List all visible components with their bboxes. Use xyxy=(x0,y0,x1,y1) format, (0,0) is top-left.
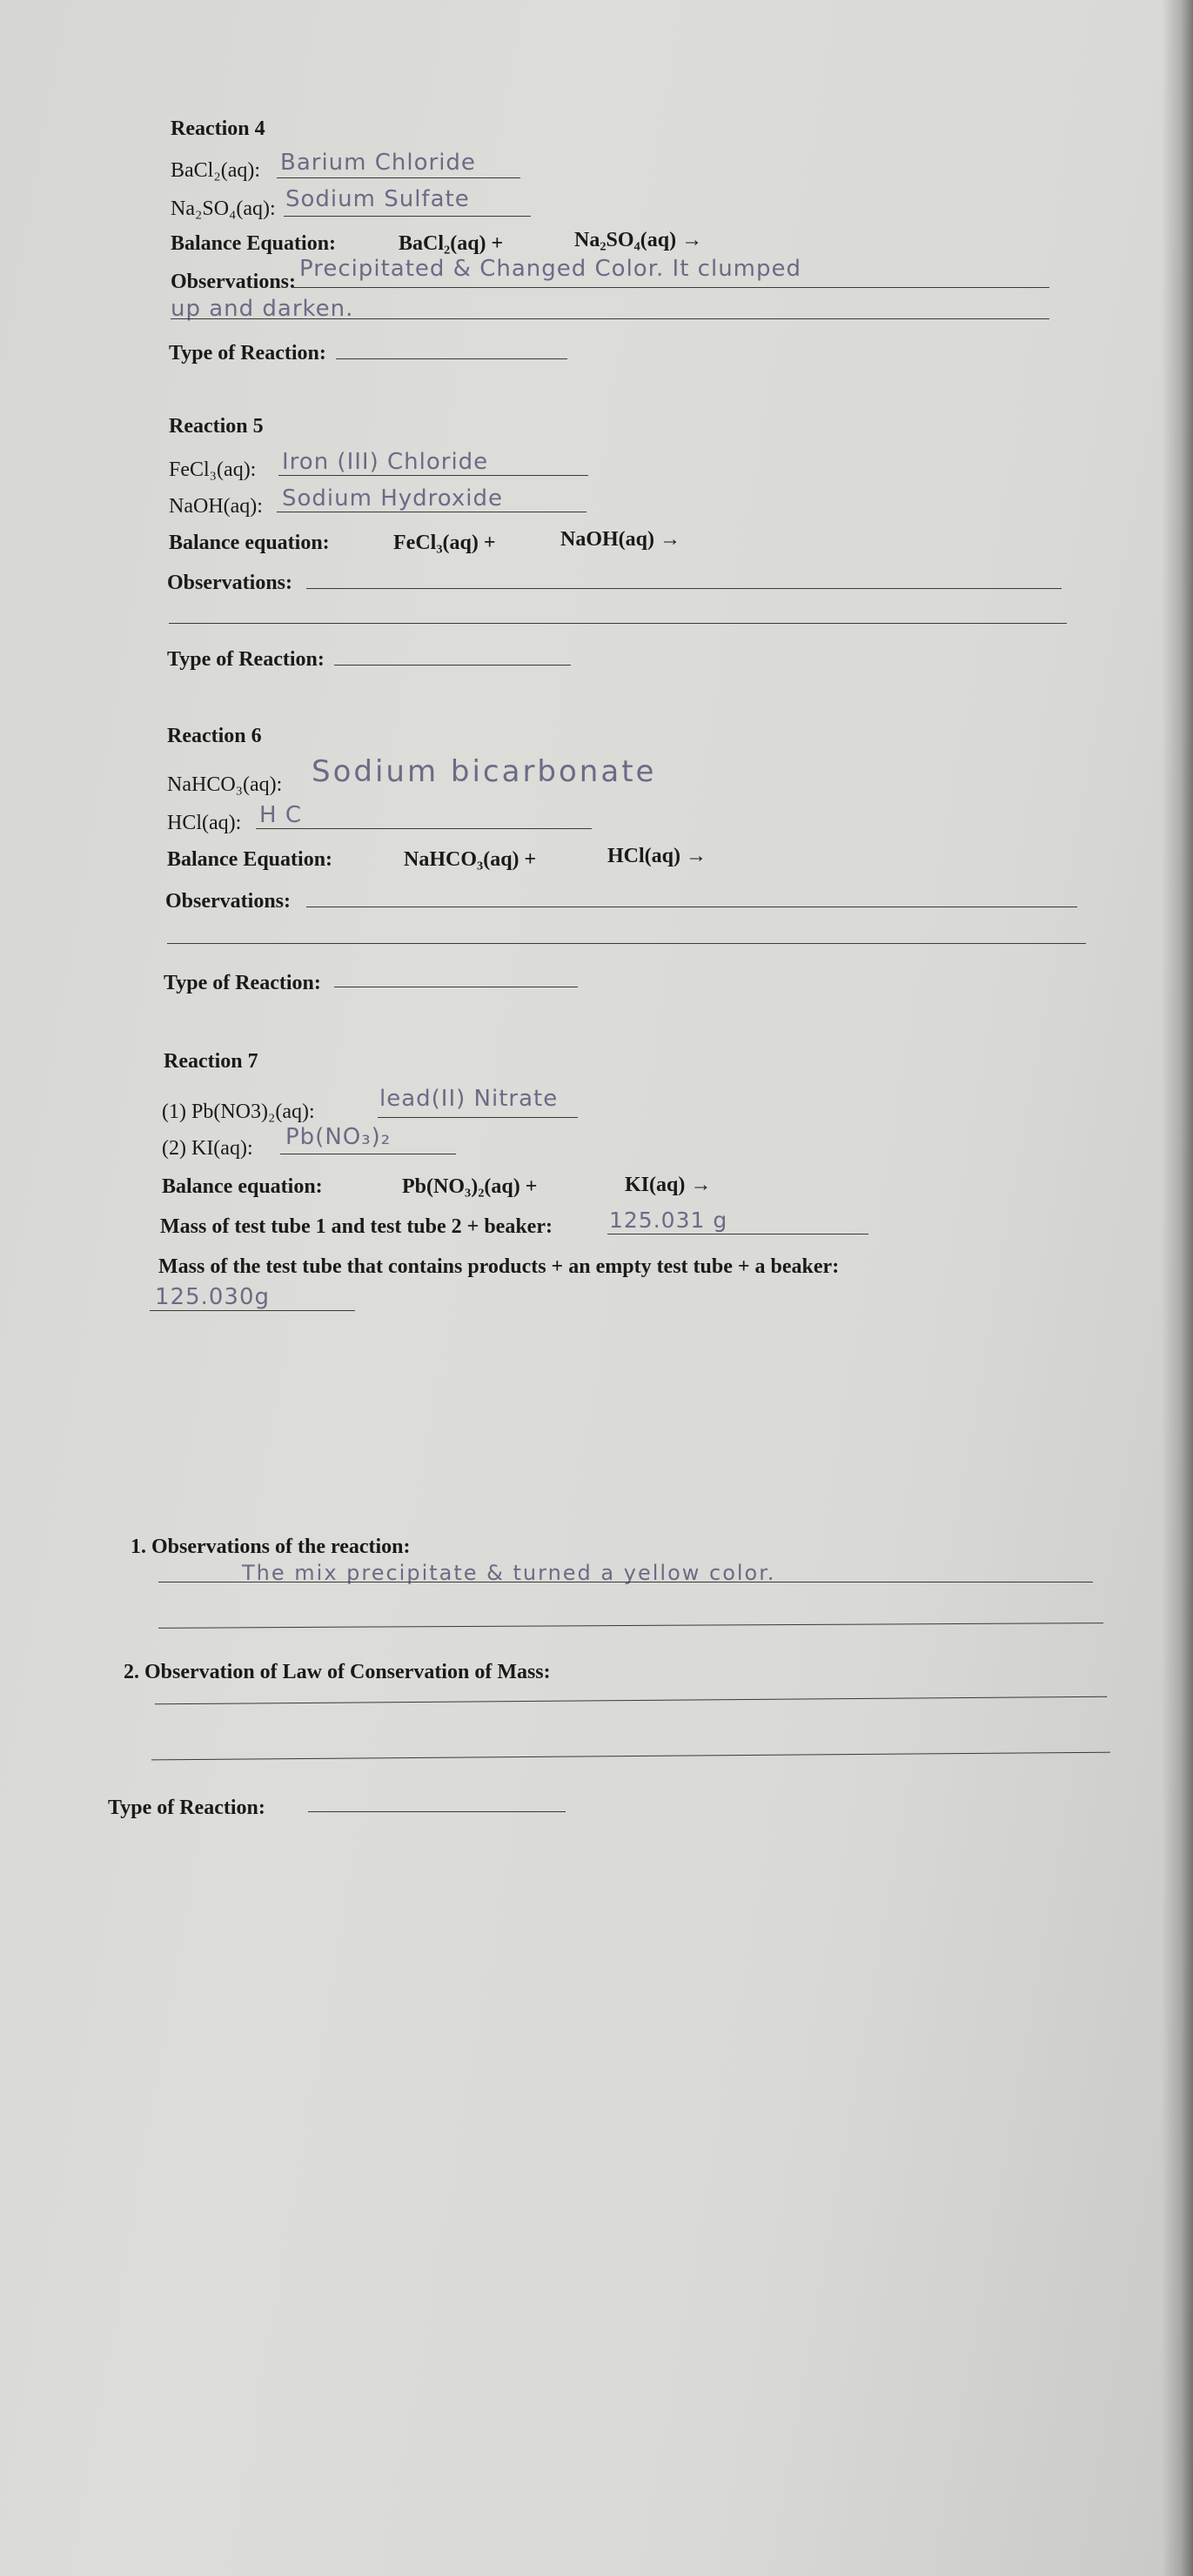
r4-observations-answer-2[interactable]: up and darken. xyxy=(171,296,354,322)
r7-equation-reactant-2: KI(aq) → xyxy=(625,1174,712,1196)
r7-mass1-answer[interactable]: 125.031 g xyxy=(609,1208,728,1233)
r6-hcl-label: HCl(aq): xyxy=(167,812,242,834)
reaction-5-title: Reaction 5 xyxy=(169,415,264,438)
r7-mass2-answer[interactable]: 125.030g xyxy=(155,1284,271,1310)
r6-observations-line-2 xyxy=(167,943,1086,944)
r5-type-line xyxy=(334,665,571,666)
r7-pbno3-answer[interactable]: lead(II) Nitrate xyxy=(379,1086,559,1112)
r6-nahco3-label: NaHCO₃(aq): xyxy=(167,773,283,796)
question-2-label: 2. Observation of Law of Conservation of Mass: xyxy=(124,1661,551,1683)
r5-equation-reactant-2: NaOH(aq) → xyxy=(560,528,680,551)
r5-naoh-answer[interactable]: Sodium Hydroxide xyxy=(282,485,503,512)
r4-na2so4-label: Na₂SO₄(aq): xyxy=(171,197,276,220)
r4-observations-line-1 xyxy=(292,287,1049,288)
reaction-7-title: Reaction 7 xyxy=(164,1050,258,1073)
final-type-label: Type of Reaction: xyxy=(108,1797,265,1819)
r7-mass2-label: Mass of the test tube that contains products + an empty test tube + a beaker: xyxy=(158,1255,840,1278)
r4-na2so4-line xyxy=(284,216,531,217)
r4-equation-reactant-2: Na₂SO₄(aq) → xyxy=(574,229,703,251)
r6-nahco3-answer[interactable]: Sodium bicarbonate xyxy=(312,754,657,789)
r4-bacl2-answer[interactable]: Barium Chloride xyxy=(280,150,476,176)
r4-type-line xyxy=(336,358,567,359)
r7-pbno3-line xyxy=(378,1117,578,1118)
page-edge-shadow xyxy=(1162,0,1193,2576)
r6-equation-reactant-2: HCl(aq) → xyxy=(607,845,707,867)
r5-type-label: Type of Reaction: xyxy=(167,648,325,671)
reaction-6-title: Reaction 6 xyxy=(167,725,262,747)
r5-observations-label: Observations: xyxy=(167,572,292,594)
r7-ki-label: (2) KI(aq): xyxy=(162,1137,253,1160)
r4-na2so4-answer[interactable]: Sodium Sulfate xyxy=(285,186,470,212)
question-1-answer[interactable]: The mix precipitate & turned a yellow color. xyxy=(242,1561,776,1585)
r4-type-label: Type of Reaction: xyxy=(169,342,326,365)
reaction-4-title: Reaction 4 xyxy=(171,117,265,140)
r7-pbno3-label: (1) Pb(NO3)₂(aq): xyxy=(162,1101,315,1123)
r5-equation-reactant-1: FeCl₃(aq) + xyxy=(393,532,496,554)
question-1-line-2 xyxy=(158,1623,1103,1629)
r5-fecl3-line xyxy=(278,475,588,476)
r4-bacl2-label: BaCl₂(aq): xyxy=(171,159,261,182)
r7-mass1-label: Mass of test tube 1 and test tube 2 + beaker: xyxy=(160,1215,553,1238)
r4-equation-label: Balance Equation: xyxy=(171,232,337,255)
r4-observations-line-2 xyxy=(171,318,1049,319)
r5-fecl3-label: FeCl₃(aq): xyxy=(169,458,257,481)
r5-observations-line-2 xyxy=(169,623,1067,624)
final-type-line xyxy=(308,1811,566,1812)
r5-equation-label: Balance equation: xyxy=(169,532,330,554)
r4-observations-label: Observations: xyxy=(171,271,296,293)
question-1-label: 1. Observations of the reaction: xyxy=(131,1536,411,1558)
r6-observations-label: Observations: xyxy=(165,890,291,913)
r7-ki-answer[interactable]: Pb(NO₃)₂ xyxy=(285,1124,392,1150)
r6-hcl-answer[interactable]: H C xyxy=(259,802,302,828)
r7-equation-reactant-1: Pb(NO₃)₂(aq) + xyxy=(402,1175,538,1198)
r5-fecl3-answer[interactable]: Iron (III) Chloride xyxy=(282,449,489,475)
r4-observations-answer-1[interactable]: Precipitated & Changed Color. It clumped xyxy=(299,256,801,282)
question-2-line-1 xyxy=(155,1696,1107,1705)
question-2-line-2 xyxy=(151,1752,1110,1761)
r5-naoh-label: NaOH(aq): xyxy=(169,495,263,518)
r7-equation-label: Balance equation: xyxy=(162,1175,323,1198)
r6-equation-label: Balance Equation: xyxy=(167,848,333,871)
r6-equation-reactant-1: NaHCO₃(aq) + xyxy=(404,848,537,871)
r4-equation-reactant-1: BaCl₂(aq) + xyxy=(399,232,504,255)
r4-bacl2-line xyxy=(277,177,520,178)
r7-mass2-line xyxy=(150,1310,355,1311)
r6-hcl-line xyxy=(256,828,592,829)
r6-type-label: Type of Reaction: xyxy=(164,972,321,994)
r5-observations-line-1 xyxy=(306,588,1062,589)
